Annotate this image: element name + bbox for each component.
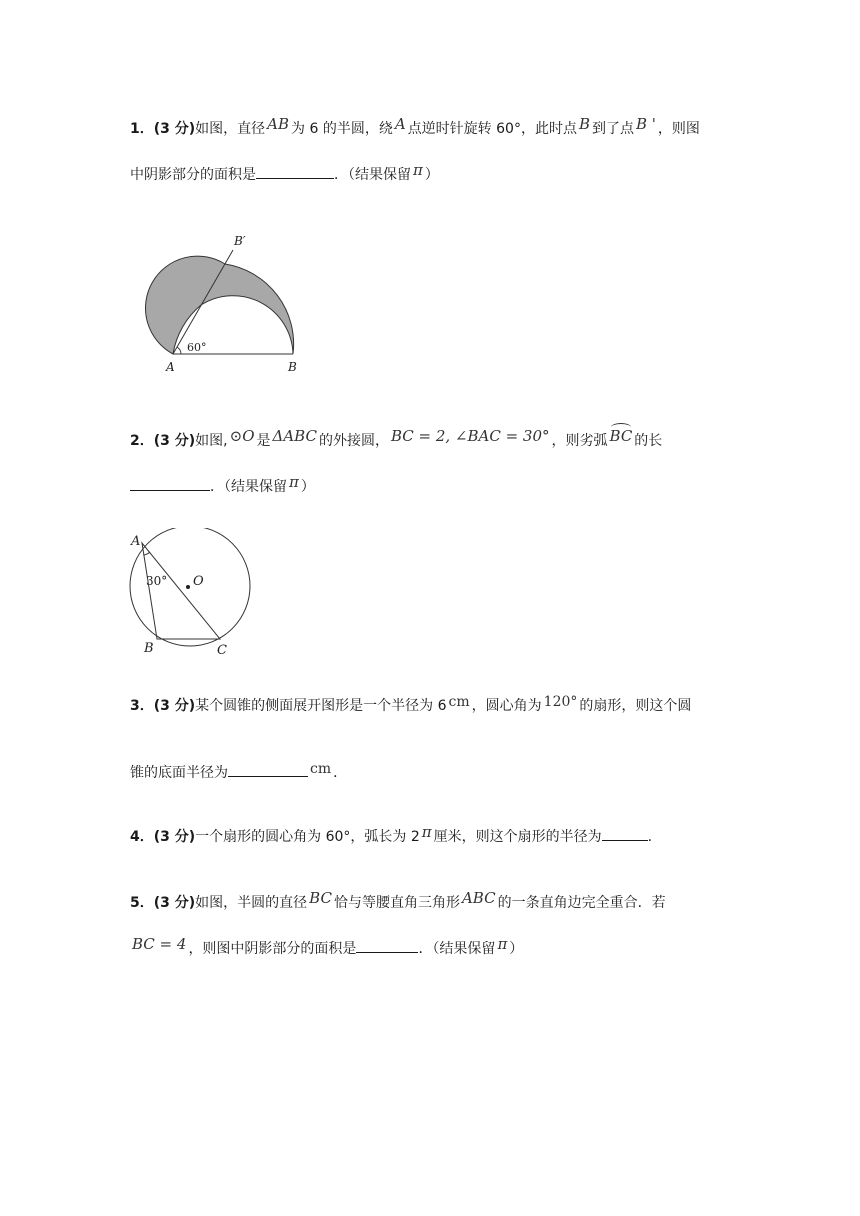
q5-math-abc: ABC <box>461 889 496 907</box>
q1-angle-arc <box>177 347 181 354</box>
q4-text: 一个扇形的圆心角为 60°，弧长为 2 <box>195 829 420 845</box>
q1-line-2 <box>130 161 439 185</box>
q5-math-bc: BC <box>309 889 332 907</box>
q5-text: 恰与等腰直角三角形 <box>333 895 460 911</box>
q2-center-dot <box>186 585 190 589</box>
q2-line-2 <box>130 473 315 497</box>
q2-line-1 <box>130 427 663 451</box>
q5-line-1 <box>130 889 666 913</box>
q1-text: 中阴影部分的面积是 <box>130 167 256 183</box>
q2-number: 2． <box>130 433 154 449</box>
q2-angle-arc <box>144 552 150 555</box>
q4-math-pi: π <box>421 823 432 841</box>
q2-math-condition: BC = 2, ∠BAC = 30° <box>390 427 550 445</box>
q1-number: 1． <box>130 121 154 137</box>
q4-text: 厘米，则这个扇形的半径为 <box>433 829 602 845</box>
q2-math-circle-o: ⊙O <box>229 427 255 445</box>
q5-text: ，则图中阴影部分的面积是 <box>188 941 357 957</box>
q1-math-a: A <box>394 115 406 133</box>
q5-line-2 <box>130 935 524 959</box>
q1-math-pi: π <box>413 161 423 179</box>
q1-answer-blank[interactable] <box>256 164 334 179</box>
q2-text: 如图, <box>195 433 228 449</box>
q3-line-1 <box>130 696 691 716</box>
q2-text: ．（结果保留 <box>210 479 287 495</box>
q2-figure <box>125 528 260 658</box>
q2-text: 是 <box>256 433 271 449</box>
q3-math-cm: cm <box>310 761 332 777</box>
q4-number: 4． <box>130 829 154 845</box>
q1-label-a: A <box>166 360 175 374</box>
q2-math-pi: π <box>289 473 299 491</box>
q4-line-1 <box>130 823 653 847</box>
q5-text: ） <box>509 941 524 957</box>
q5-score: (3 分) <box>153 895 196 911</box>
q2-text: ，则劣弧 <box>551 433 608 449</box>
q1-label-bprime: B′ <box>234 234 246 248</box>
q1-text: 如图，直径 <box>195 121 266 137</box>
q1-text: 为 6 的半圆，绕 <box>291 121 393 137</box>
q1-math-ab: AB <box>267 115 290 133</box>
q5-number: 5． <box>130 895 154 911</box>
q1-figure <box>130 225 310 377</box>
q4-text: . <box>647 829 653 845</box>
q2-math-arc-bc: BC <box>609 427 633 445</box>
q5-text: 如图，半圆的直径 <box>195 895 308 911</box>
q2-label-angle: 30° <box>146 574 168 588</box>
q3-line-2 <box>130 762 347 783</box>
q4-score: (3 分) <box>153 829 196 845</box>
q1-math-b: B <box>578 115 590 133</box>
q4-answer-blank[interactable] <box>602 826 648 841</box>
q1-text: ，则图 <box>657 121 700 137</box>
q3-text: 锥的底面半径为 <box>130 765 228 781</box>
q1-math-bprime: B ' <box>635 115 656 133</box>
q2-label-o: O <box>193 574 204 589</box>
q1-label-b: B <box>288 360 297 374</box>
q5-text: 的一条直角边完全重合．若 <box>497 895 666 911</box>
q2-label-c: C <box>217 643 227 658</box>
q1-label-angle: 60° <box>187 341 207 354</box>
q2-label-b: B <box>144 641 154 656</box>
q1-score: (3 分) <box>153 121 196 137</box>
q1-shaded-region <box>146 256 294 354</box>
q2-answer-blank[interactable] <box>130 476 210 491</box>
q1-text: 到了点 <box>591 121 634 137</box>
q5-math-condition: BC = 4 <box>132 935 187 953</box>
q3-text: ，圆心角为 <box>471 698 542 714</box>
q3-text: ． <box>333 765 348 781</box>
q2-text: 的长 <box>634 433 663 449</box>
q1-text: 点逆时针旋转 60°，此时点 <box>407 121 577 137</box>
q1-line-1 <box>130 115 700 139</box>
q1-text: ） <box>424 167 439 183</box>
q3-math-cm: cm <box>448 694 470 710</box>
q2-score: (3 分) <box>153 433 196 449</box>
q5-answer-blank[interactable] <box>356 938 418 953</box>
q2-triangle <box>142 543 220 639</box>
q5-text: ．（结果保留 <box>418 941 496 957</box>
q2-text: 的外接圆， <box>318 433 389 449</box>
q2-label-a: A <box>131 534 141 549</box>
q3-text: 的扇形，则这个圆 <box>579 698 692 714</box>
q2-text: ） <box>300 479 315 495</box>
q3-number: 3． <box>130 698 154 714</box>
q3-math-degree: 120° <box>543 694 578 710</box>
q3-answer-blank[interactable] <box>228 762 308 777</box>
q3-text: 某个圆锥的侧面展开图形是一个半径为 6 <box>195 698 447 714</box>
q5-math-pi: π <box>497 935 508 953</box>
q2-math-triangle: ΔABC <box>272 427 317 445</box>
q3-score: (3 分) <box>153 698 196 714</box>
q1-text: ．（结果保留 <box>334 167 411 183</box>
